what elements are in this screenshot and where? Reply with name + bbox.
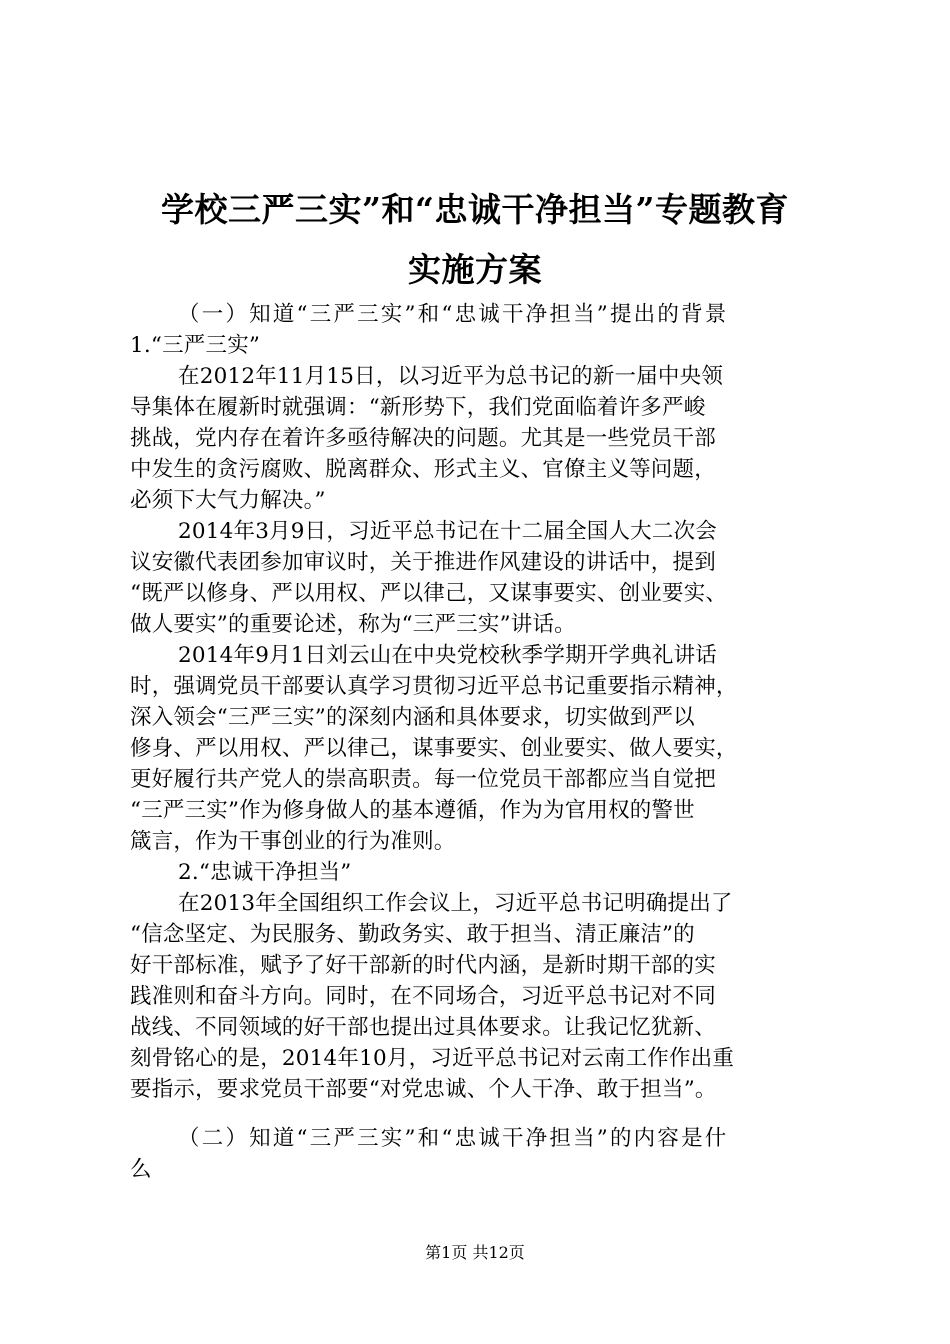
paragraph-line: 2014年3月9日，习近平总书记在十二届全国人大二次会 xyxy=(178,519,717,544)
paragraph-line: 在2012年11月15日，以习近平为总书记的新一届中央领 xyxy=(178,364,724,389)
paragraph-line: 深入领会“三严三实”的深刻内涵和具体要求，切实做到严以 xyxy=(130,705,695,730)
paragraph-line: 箴言，作为干事创业的行为准则。 xyxy=(130,829,456,854)
paragraph-line: 议安徽代表团参加审议时，关于推进作风建设的讲话中，提到 xyxy=(130,550,716,575)
section-heading-2-continued: 么 xyxy=(130,1157,152,1182)
paragraph-line: 做人要实”的重要论述，称为“三严三实”讲话。 xyxy=(130,612,576,637)
paragraph-line: 挑战，党内存在着许多亟待解决的问题。尤其是一些党员干部 xyxy=(130,426,716,451)
paragraph-line: 修身、严以用权、严以律己，谋事要实、创业要实、做人要实， xyxy=(130,736,738,761)
paragraph-line: “既严以修身、严以用权、严以律己，又谋事要实、创业要实、 xyxy=(130,581,728,606)
paragraph-line: 时，强调党员干部要认真学习贯彻习近平总书记重要指示精神， xyxy=(130,674,738,699)
paragraph-line: 中发生的贪污腐败、脱离群众、形式主义、官僚主义等问题， xyxy=(130,457,716,482)
paragraph-line: 2014年9月1日刘云山在中央党校秋季学期开学典礼讲话 xyxy=(178,643,717,668)
paragraph-line: “三严三实”作为修身做人的基本遵循，作为为官用权的警世 xyxy=(130,798,695,823)
paragraph-line: 刻骨铭心的是，2014年10月，习近平总书记对云南工作作出重 xyxy=(130,1046,735,1071)
paragraph-line: 要指示，要求党员干部要“对党忠诚、个人干净、敢于担当”。 xyxy=(130,1077,717,1102)
paragraph-line: 好干部标准，赋予了好干部新的时代内涵，是新时期干部的实 xyxy=(130,953,716,978)
document-title-line-2: 实施方案 xyxy=(408,250,542,289)
paragraph-line: 更好履行共产党人的崇高职责。每一位党员干部都应当自觉把 xyxy=(130,767,716,792)
paragraph-line: 在2013年全国组织工作会议上，习近平总书记明确提出了 xyxy=(178,891,733,916)
paragraph-line: “信念坚定、为民服务、勤政务实、敢于担当、清正廉洁”的 xyxy=(130,922,695,947)
paragraph-line: 践准则和奋斗方向。同时，在不同场合，习近平总书记对不同 xyxy=(130,984,716,1009)
paragraph-line: 导集体在履新时就强调：“新形势下，我们党面临着许多严峻 xyxy=(130,395,706,420)
subheading-2: 2.“忠诚干净担当” xyxy=(178,860,352,885)
page-number-footer: 第1页 共12页 xyxy=(425,1243,525,1262)
section-heading-1: （一）知道“三严三实”和“忠诚干净担当”提出的背景 xyxy=(178,302,729,327)
section-heading-2: （二）知道“三严三实”和“忠诚干净担当”的内容是什 xyxy=(178,1126,729,1151)
subheading-1: 1.“三严三实” xyxy=(130,333,261,358)
paragraph-line: 必须下大气力解决。” xyxy=(130,488,326,513)
paragraph-line: 战线、不同领域的好干部也提出过具体要求。让我记忆犹新、 xyxy=(130,1015,716,1040)
document-title-line-1: 学校三严三实”和“忠诚干净担当”专题教育 xyxy=(161,190,789,229)
